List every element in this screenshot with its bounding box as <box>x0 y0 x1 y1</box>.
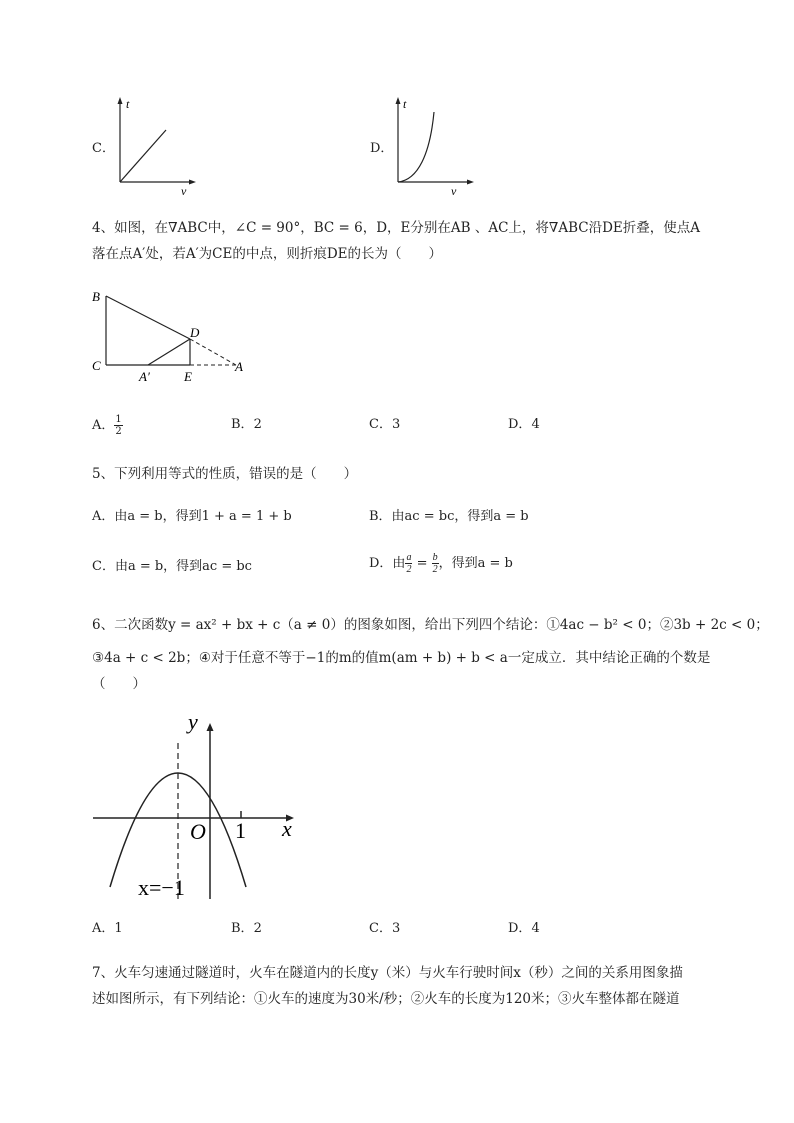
graph-d-t-axis: t <box>403 97 407 111</box>
q6-option-b[interactable]: B．2 <box>231 921 262 936</box>
graph-d-curve <box>388 94 478 198</box>
graph-c-t-axis: t <box>126 97 130 111</box>
q7-text-line1: 7、火车匀速通过隧道时，火车在隧道内的长度y（米）与火车行驶时间x（秒）之间的关系用图象描 <box>92 965 683 981</box>
q6-one-label: 1 <box>235 818 246 843</box>
q4-option-d[interactable]: D．4 <box>508 417 540 432</box>
q6-text-line1: 6、二次函数y = ax² + bx + c（a ≠ 0）的图象如图，给出下列四个结论：①4ac − b² < 0；②3b + 2c < 0； <box>92 617 769 633</box>
q6-option-c[interactable]: C．3 <box>369 921 401 936</box>
q4-point-c: C <box>92 358 101 373</box>
q7-text-line2: 述如图所示，有下列结论：①火车的速度为30米/秒；②火车的长度为120米；③火车整体都在隧道 <box>92 991 680 1007</box>
graph-c-linear <box>110 94 200 198</box>
q4-point-a-prime: A′ <box>139 369 150 384</box>
q4-point-a: A <box>235 359 243 374</box>
q4-point-b: B <box>92 289 100 304</box>
graph-c-label: C． <box>92 141 115 156</box>
q4-text-line1: 4、如图，在∇ABC中，∠C = 90°，BC = 6，D，E分别在AB 、AC上，将∇ABC沿DE折叠，使点A <box>92 220 701 236</box>
q6-option-a[interactable]: A．1 <box>92 921 123 936</box>
q5-option-b[interactable]: B．由ac = bc，得到a = b <box>369 509 529 524</box>
q4-option-c[interactable]: C．3 <box>369 417 401 432</box>
q6-text-line2: ③4a + c < 2b；④对于任意不等于−1的m的值m(am + b) + b < a一定成立．其中结论正确的个数是 <box>92 650 711 666</box>
graph-d-label: D． <box>370 141 394 156</box>
q6-parabola-figure <box>88 703 308 903</box>
q6-y-axis-label: y <box>188 709 198 734</box>
q4-option-a[interactable]: A． $\frac{1}{2}$ <box>92 414 122 437</box>
graph-c-v-axis: v <box>181 184 187 198</box>
q5-text: 5、下列利用等式的性质，错误的是（ ） <box>92 466 358 482</box>
q4-point-e: E <box>184 369 192 384</box>
q6-axis-of-symmetry-label: x=−1 <box>138 875 185 900</box>
q6-origin-label: O <box>190 819 206 844</box>
q4-point-d: D <box>190 325 200 340</box>
q6-text-line3: （ ） <box>92 676 146 692</box>
q6-x-axis-label: x <box>282 816 292 841</box>
q4-option-b[interactable]: B．2 <box>231 417 262 432</box>
q5-option-a[interactable]: A．由a = b，得到1 + a = 1 + b <box>92 509 292 524</box>
q6-option-d[interactable]: D．4 <box>508 921 540 936</box>
q5-option-d[interactable]: D．由 $\frac{a}{2}$ = $\frac{b}{2}$ ，得到a = b <box>369 552 513 575</box>
q4-text-line2: 落在点A′处，若A′为CE的中点，则折痕DE的长为（ ） <box>92 246 442 262</box>
q4-triangle-figure <box>88 286 258 386</box>
q5-option-c[interactable]: C．由a = b，得到ac = bc <box>92 559 252 574</box>
graph-d-v-axis: v <box>451 184 457 198</box>
